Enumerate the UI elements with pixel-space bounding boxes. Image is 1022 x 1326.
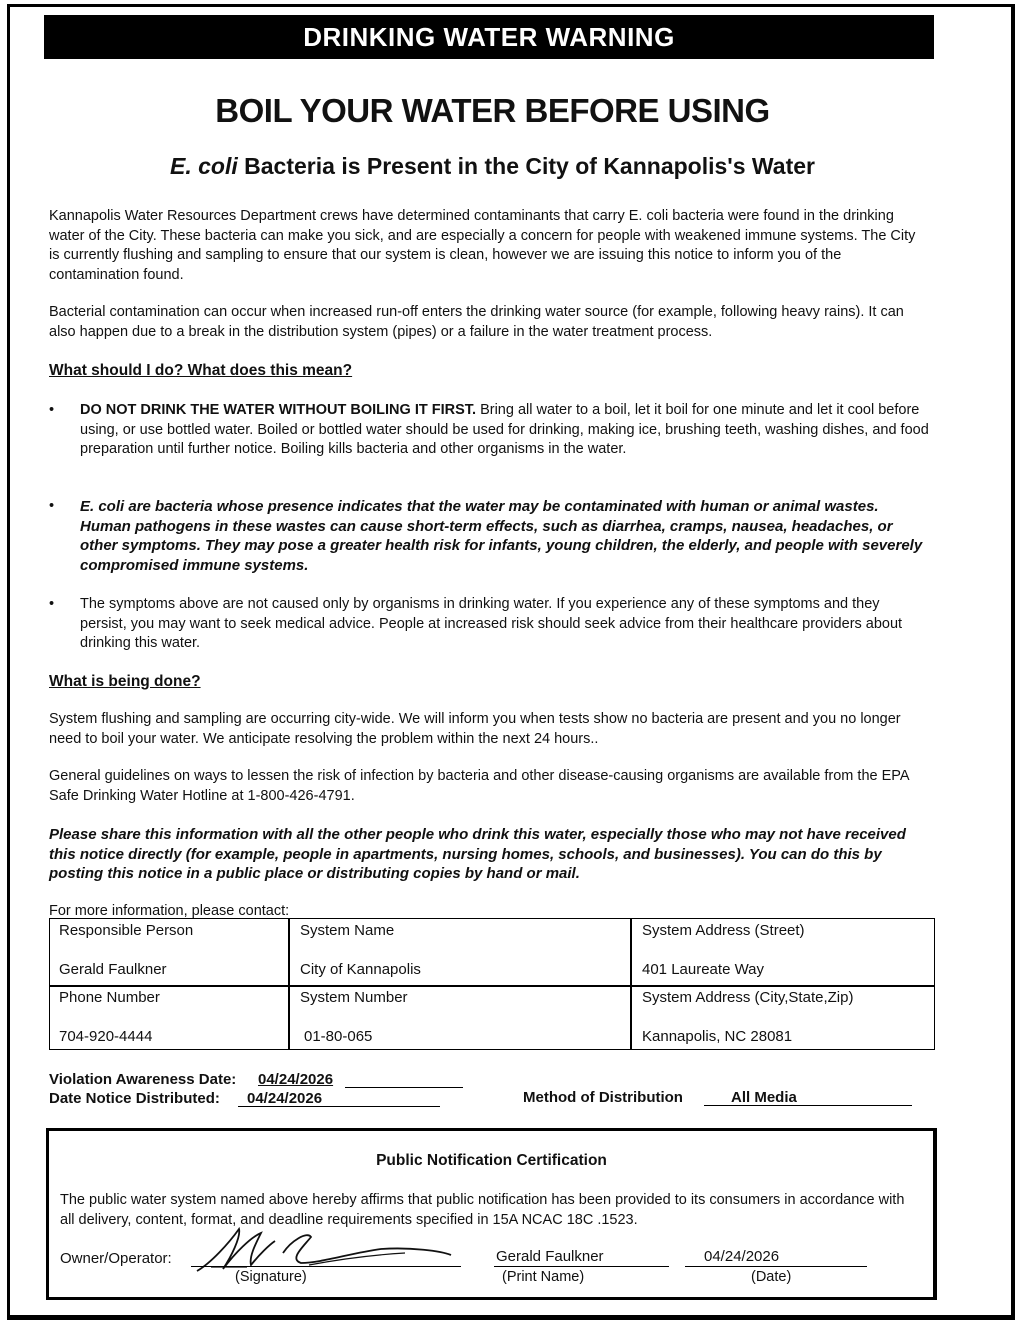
city-value: Kannapolis, NC 28081 bbox=[642, 1028, 793, 1045]
responsible-value: Gerald Faulkner bbox=[59, 961, 167, 978]
subheadline bbox=[0, 153, 985, 180]
phone-label: Phone Number bbox=[59, 989, 160, 1006]
date-line bbox=[685, 1266, 867, 1267]
method-label: Method of Distribution bbox=[523, 1089, 683, 1106]
bullet-dot: • bbox=[49, 596, 55, 612]
bullet-item bbox=[49, 497, 929, 577]
subheadline-rest: Bacteria is Present in the City of Kannapolis's Water bbox=[237, 153, 815, 179]
share-paragraph: Please share this information with all the other people who drink this water, especially those who may not have received this notice directly (for example, people in apartments, nursing homes, schools, and businesses). You can do this by posting this notice in a public place or distributing copies by hand or mail. bbox=[49, 826, 906, 882]
section-heading-what-to-do: What should I do? What does this mean? bbox=[49, 362, 353, 379]
headline: BOIL YOUR WATER BEFORE USING bbox=[215, 92, 770, 129]
contact-intro: For more information, please contact: bbox=[49, 903, 290, 919]
subheadline-italic: E. coli bbox=[170, 153, 238, 179]
flushing-paragraph: System flushing and sampling are occurring city-wide. We will inform you when tests show no bacteria are present and you no longer need to boil your water. We anticipate resolving the problem within the next 24 hours.. bbox=[49, 711, 901, 747]
bullet-item bbox=[49, 595, 929, 655]
signature-line bbox=[191, 1266, 461, 1267]
bullet-text: The symptoms above are not caused only by organisms in drinking water. If you experience any of these symptoms and they persist, you may want to seek medical advice. People at increased risk should seek advice from their healthcare providers about drinking this water. bbox=[80, 596, 903, 651]
distributed-date-label: Date Notice Distributed: bbox=[49, 1090, 220, 1107]
street-value: 401 Laureate Way bbox=[642, 961, 765, 978]
bullet-bold: DO NOT DRINK THE WATER WITHOUT BOILING IT FIRST. bbox=[80, 402, 477, 418]
violation-date-label: Violation Awareness Date: bbox=[49, 1071, 237, 1088]
page-border bbox=[7, 4, 1015, 1320]
table-divider bbox=[630, 919, 632, 1049]
owner-operator-label: Owner/Operator: bbox=[60, 1250, 172, 1267]
bullet-item bbox=[49, 401, 929, 481]
bullet-rest: Bring all water to a boil, let it boil for one minute and let it cool before using, or use bottled water. Boiled or bottled water should be used for drinking, making ice, brushing teeth, washing dishes, and food preparation until further notice. Boiling kills bacteria and other organisms in the water. bbox=[80, 402, 929, 457]
bullet-dot: • bbox=[49, 498, 55, 514]
certification-box bbox=[46, 1128, 937, 1300]
system-name-value: City of Kannapolis bbox=[300, 961, 421, 978]
bullet-text bbox=[80, 401, 930, 460]
system-name-label: System Name bbox=[300, 922, 395, 939]
print-name-line bbox=[494, 1266, 669, 1267]
guidelines-paragraph: General guidelines on ways to lessen the risk of infection by bacteria and other disease-causing organisms are available from the EPA Safe Drinking Water Hotline at 1-800-426-4791. bbox=[49, 768, 909, 804]
responsible-label: Responsible Person bbox=[59, 922, 194, 939]
distributed-date-value: 04/24/2026 bbox=[247, 1090, 323, 1107]
violation-date-value: 04/24/2026 bbox=[258, 1071, 334, 1088]
system-number-label: System Number bbox=[300, 989, 408, 1006]
certification-title: Public Notification Certification bbox=[376, 1152, 607, 1169]
section-heading-what-is-done: What is being done? bbox=[49, 673, 201, 690]
system-number-value: 01-80-065 bbox=[304, 1028, 373, 1045]
contact-table bbox=[49, 918, 935, 1050]
distributed-date-line bbox=[238, 1106, 440, 1107]
signature-caption: (Signature) bbox=[235, 1269, 307, 1285]
intro-paragraph-1: Kannapolis Water Resources Department crews have determined contaminants that carry E. coli bacteria were found in the drinking water of the City. These bacteria can make you sick, and are especially a concern for people with weakened immune systems. The City is currently flushing and sampling to ensure that our system is clean, however we are issuing this notice to inform you of the contamination found. bbox=[49, 208, 916, 283]
print-name-caption: (Print Name) bbox=[502, 1269, 585, 1285]
method-value: All Media bbox=[731, 1089, 797, 1106]
street-label: System Address (Street) bbox=[642, 922, 805, 939]
bullet-dot: • bbox=[49, 402, 55, 418]
violation-date-line bbox=[345, 1087, 463, 1088]
intro-paragraph-2: Bacterial contamination can occur when increased run-off enters the drinking water source (for example, following heavy rains). It can also happen due to a break in the distribution system (pipes) or a failure in the water treatment process. bbox=[49, 304, 904, 340]
table-divider bbox=[288, 919, 290, 1049]
print-name-value: Gerald Faulkner bbox=[496, 1248, 604, 1265]
method-line bbox=[704, 1105, 912, 1106]
bullet-text: E. coli are bacteria whose presence indicates that the water may be contaminated with human or animal wastes. Human pathogens in these wastes can cause short-term effects, such as diarrhea, cramps, nausea, headaches, or other symptoms. They may pose a greater health risk for infants, young children, the elderly, and people with severely compromised immune systems. bbox=[80, 498, 923, 574]
warning-banner: DRINKING WATER WARNING bbox=[44, 15, 934, 59]
date-caption: (Date) bbox=[751, 1269, 792, 1285]
table-divider bbox=[50, 985, 934, 987]
certification-text: The public water system named above hereby affirms that public notification has been provided to its consumers in accordance with all delivery, content, format, and deadline requirements specified in 15A NCAC 18C .1523. bbox=[60, 1192, 905, 1228]
city-label: System Address (City,State,Zip) bbox=[642, 989, 854, 1006]
date-value: 04/24/2026 bbox=[704, 1248, 780, 1265]
phone-value: 704-920-4444 bbox=[59, 1028, 153, 1045]
